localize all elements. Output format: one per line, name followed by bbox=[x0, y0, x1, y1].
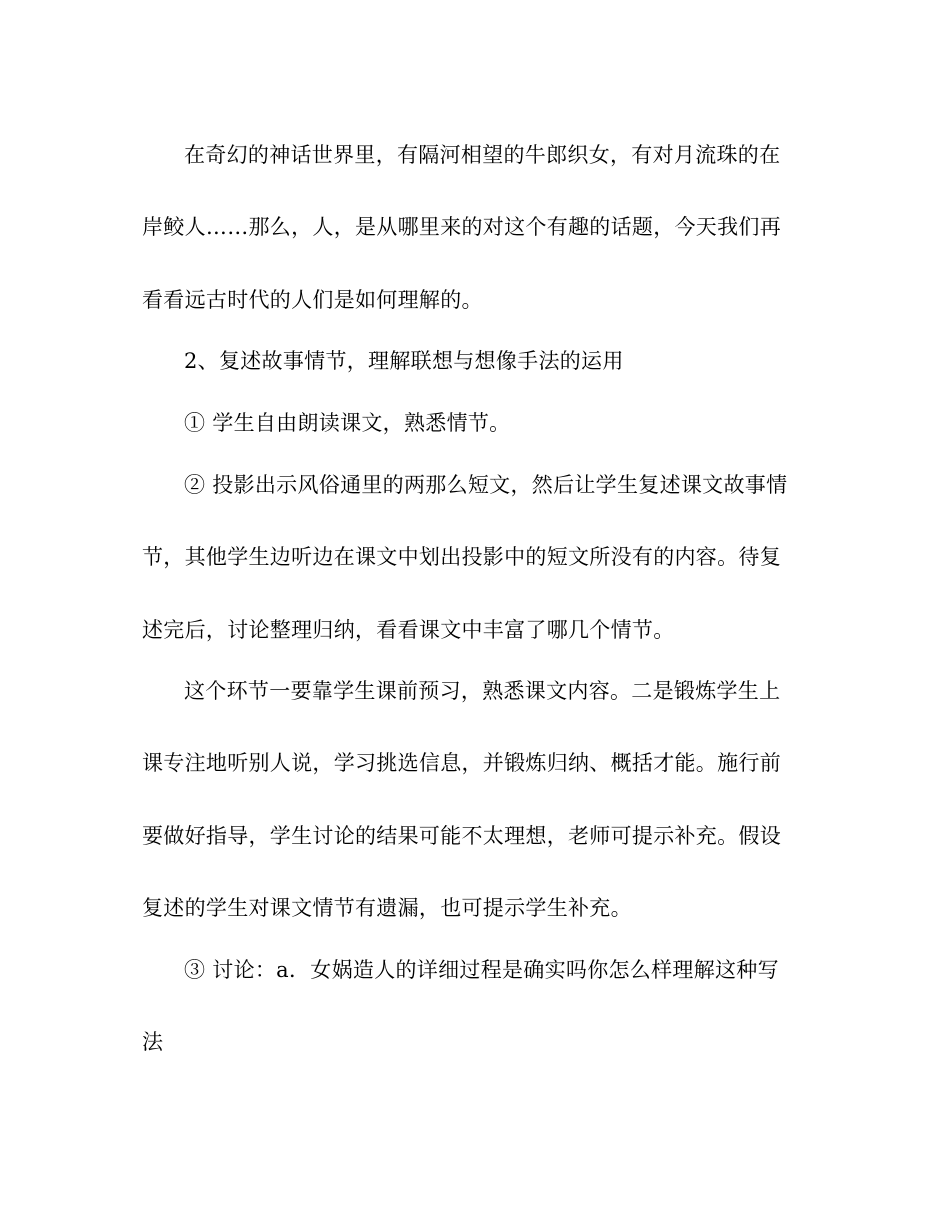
paragraph-4-line-2: 节，其他学生边听边在课文中划出投影中的短文所没有的内容。待复 bbox=[142, 545, 781, 569]
paragraph-5-line-4: 复述的学生对课文情节有遗漏，也可提示学生补充。 bbox=[142, 896, 632, 920]
paragraph-6-line-2: 法 bbox=[142, 1030, 164, 1054]
paragraph-6-line-1: ③ 讨论：a．女娲造人的详细过程是确实吗你怎么样理解这种写 bbox=[184, 958, 779, 982]
paragraph-1-line-3: 看看远古时代的人们是如何理解的。 bbox=[142, 288, 483, 312]
paragraph-1-line-1: 在奇幻的神话世界里，有隔河相望的牛郎织女，有对月流珠的在 bbox=[184, 143, 781, 167]
paragraph-4-line-3: 述完后，讨论整理归纳，看看课文中丰富了哪几个情节。 bbox=[142, 618, 675, 642]
paragraph-1-line-2: 岸鲛人……那么，人，是从哪里来的对这个有趣的话题，今天我们再 bbox=[142, 215, 781, 239]
paragraph-5-line-3: 要做好指导，学生讨论的结果可能不太理想，老师可提示补充。假设 bbox=[142, 824, 781, 848]
paragraph-5-line-2: 课专注地听别人说，学习挑选信息，并锻炼归纳、概括才能。施行前 bbox=[142, 751, 781, 775]
paragraph-2-line-1: 2、复述故事情节，理解联想与想像手法的运用 bbox=[184, 349, 624, 373]
paragraph-5-line-1: 这个环节一要靠学生课前预习，熟悉课文内容。二是锻炼学生上 bbox=[184, 679, 781, 703]
paragraph-3-line-1: ① 学生自由朗读课文，熟悉情节。 bbox=[184, 411, 511, 435]
paragraph-4-line-1: ② 投影出示风俗通里的两那么短文，然后让学生复述课文故事情 bbox=[184, 473, 788, 497]
